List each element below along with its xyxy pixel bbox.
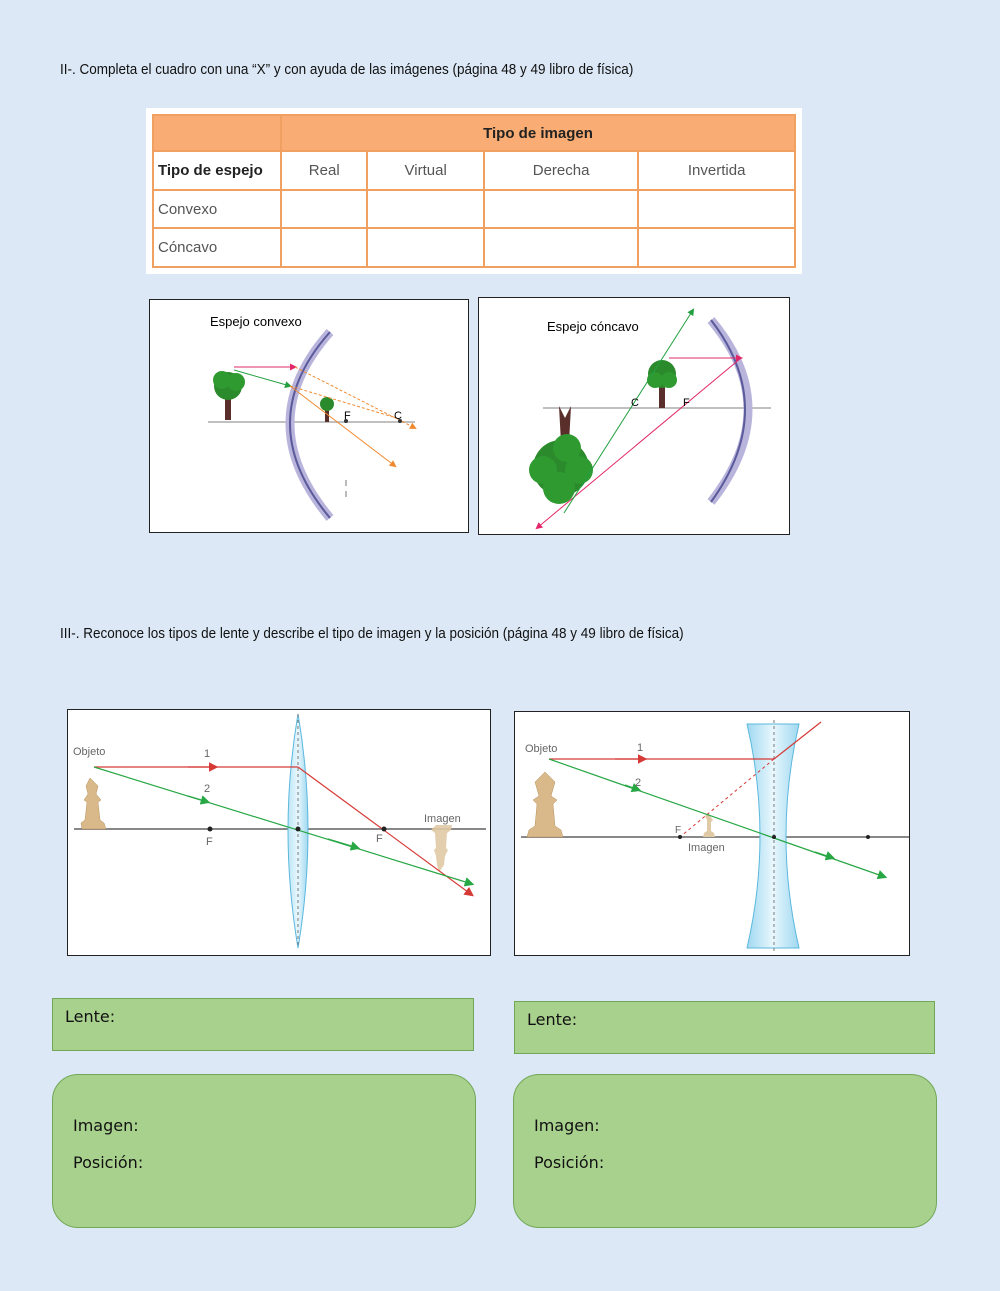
table-row-header: Tipo de espejo [153, 151, 281, 190]
lente-answer-box-right[interactable] [514, 1001, 935, 1054]
cell-concavo-derecha[interactable] [484, 228, 638, 267]
col-header-real: Real [281, 151, 367, 190]
conv-imagen-label: Imagen [424, 813, 461, 825]
cell-concavo-virtual[interactable] [367, 228, 483, 267]
div-imagen-label: Imagen [688, 842, 725, 854]
convex-f-label: F [344, 410, 351, 422]
cell-concavo-invertida[interactable] [638, 228, 795, 267]
imagen-label-left: Imagen: [73, 1116, 139, 1135]
conv-ray2-label: 2 [204, 783, 211, 795]
concave-mirror-diagram [478, 297, 790, 535]
cell-concavo-real[interactable] [281, 228, 367, 267]
posicion-label-right: Posición: [534, 1153, 605, 1172]
imagen-posicion-box-right[interactable] [513, 1074, 937, 1228]
lente-label-right: Lente: [527, 1010, 578, 1029]
concave-f-label: F [683, 397, 690, 409]
imagen-posicion-box-left[interactable] [52, 1074, 476, 1228]
row-label-convexo: Convexo [153, 190, 281, 229]
cell-convexo-invertida[interactable] [638, 190, 795, 229]
div-f-label: F [675, 825, 682, 836]
converging-lens-diagram [67, 709, 491, 956]
concave-c-label: C [631, 397, 639, 409]
lente-answer-box-left[interactable] [52, 998, 474, 1051]
table-corner-cell [153, 115, 281, 151]
cell-convexo-real[interactable] [281, 190, 367, 229]
div-ray2-label: 2 [635, 777, 642, 789]
col-header-invertida: Invertida [638, 151, 795, 190]
cell-convexo-virtual[interactable] [367, 190, 483, 229]
section2-instruction: II-. Completa el cuadro con una “X” y con ayuda de las imágenes (página 48 y 49 libro de física) [60, 61, 634, 78]
cell-convexo-derecha[interactable] [484, 190, 638, 229]
concave-title: Espejo cóncavo [547, 319, 639, 334]
mirror-table [152, 114, 796, 268]
col-header-virtual: Virtual [367, 151, 483, 190]
conv-ray1-label: 1 [204, 748, 211, 760]
row-label-concavo: Cóncavo [153, 228, 281, 267]
posicion-label-left: Posición: [73, 1153, 144, 1172]
col-header-derecha: Derecha [484, 151, 638, 190]
diverging-lens-diagram [514, 711, 910, 956]
conv-objeto-label: Objeto [73, 746, 106, 758]
table-group-header: Tipo de imagen [281, 115, 795, 151]
div-objeto-label: Objeto [525, 743, 558, 755]
convex-mirror-diagram [149, 299, 469, 533]
mirror-table-container [146, 108, 802, 274]
conv-f-right-label: F [376, 833, 383, 845]
div-ray1-label: 1 [637, 742, 644, 754]
imagen-label-right: Imagen: [534, 1116, 600, 1135]
lente-label-left: Lente: [65, 1007, 116, 1026]
convex-title: Espejo convexo [210, 314, 302, 329]
convex-c-label: C [394, 410, 402, 422]
section3-instruction: III-. Reconoce los tipos de lente y describe el tipo de imagen y la posición (página 48 y 49 libro de física) [60, 625, 684, 642]
conv-f-left-label: F [206, 836, 213, 848]
